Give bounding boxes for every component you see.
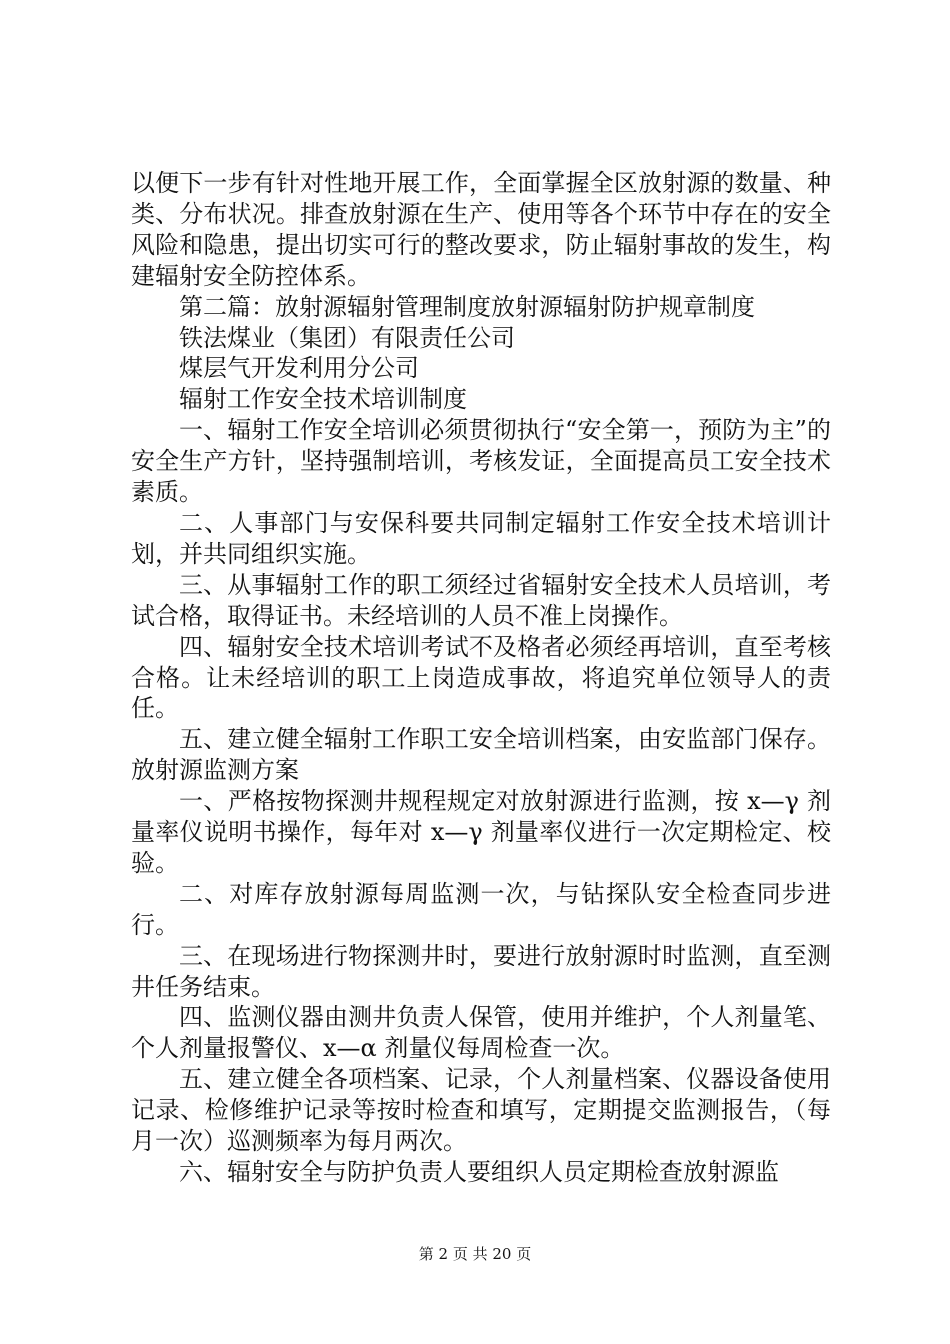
paragraph: 二、对库存放射源每周监测一次，与钻探队安全检查同步进行。 (131, 879, 831, 939)
document-body (131, 168, 831, 1188)
paragraph: 一、辐射工作安全培训必须贯彻执行“安全第一，预防为主”的安全生产方针，坚持强制培训，考核发证，全面提高员工安全技术素质。 (131, 416, 831, 507)
paragraph: 一、严格按物探测井规程规定对放射源进行监测，按 x—γ 剂量率仪说明书操作，每年对 x—γ 剂量率仪进行一次定期检定、校验。 (131, 787, 831, 877)
company-name: 铁法煤业（集团）有限责任公司 (179, 323, 515, 352)
paragraph: 以便下一步有针对性地开展工作，全面掌握全区放射源的数量、种类、分布状况。排查放射源在生产、使用等各个环节中存在的安全风险和隐患，提出切实可行的整改要求，防止辐射事故的发生，构建辐射安全防控体系。 (131, 169, 831, 290)
paragraph: 三、在现场进行物探测井时，要进行放射源时时监测，直至测井任务结束。 (131, 941, 831, 1001)
paragraph: 二、人事部门与安保科要共同制定辐射工作安全技术培训计划，并共同组织实施。 (131, 508, 831, 568)
paragraph: 五、建立健全各项档案、记录，个人剂量档案、仪器设备使用记录、检修维护记录等按时检查和填写，定期提交监测报告，（每月一次）巡测频率为每月两次。 (131, 1065, 831, 1156)
paragraph: 六、辐射安全与防护负责人要组织人员定期检查放射源监 (179, 1158, 779, 1186)
paragraph: 四、监测仪器由测井负责人保管，使用并维护，个人剂量笔、个人剂量报警仪、x—α 剂量仪每周检查一次。 (131, 1003, 831, 1063)
branch-name: 煤层气开发利用分公司 (179, 354, 419, 383)
paragraph: 五、建立健全辐射工作职工安全培训档案，由安监部门保存。放射源监测方案 (131, 725, 831, 785)
paragraph: 四、辐射安全技术培训考试不及格者必须经再培训，直至考核合格。让未经培训的职工上岗造成事故，将追究单位领导人的责任。 (131, 632, 831, 723)
policy-title: 辐射工作安全技术培训制度 (179, 385, 467, 414)
paragraph: 三、从事辐射工作的职工须经过省辐射安全技术人员培训，考试合格，取得证书。未经培训的人员不准上岗操作。 (131, 570, 831, 630)
page-number-footer: 第 2 页 共 20 页 (418, 1245, 532, 1263)
section-heading: 第二篇：放射源辐射管理制度放射源辐射防护规章制度 (179, 292, 755, 321)
